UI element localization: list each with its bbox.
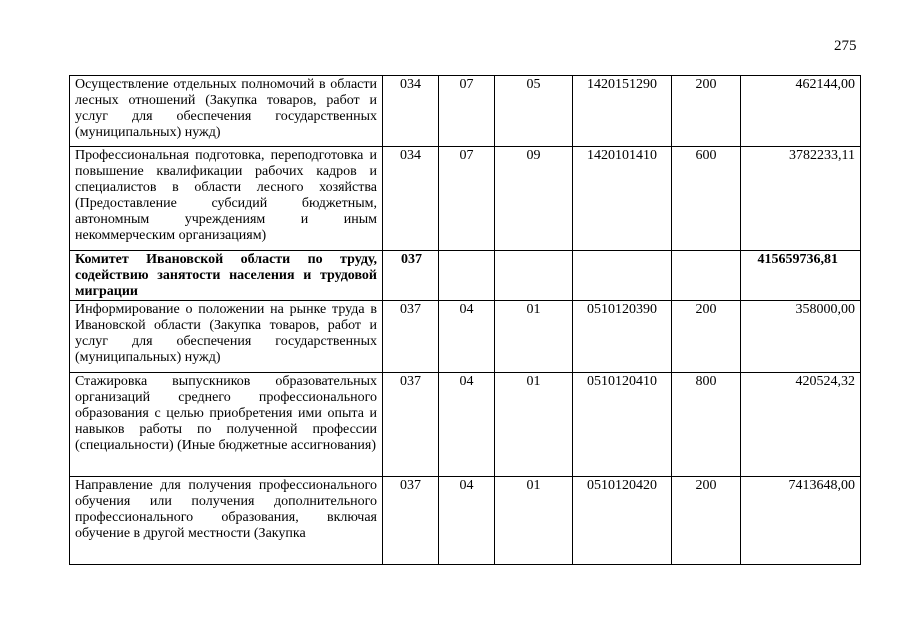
row-name-cell: Профессиональная подготовка, переподготовка и повышение квалификации рабочих кадров и специалистов в области лесного хозяйства (Предоставление субсидий бюджетным, автономным учреждениям и иным некоммерческим организациям) — [70, 147, 383, 251]
subsection-code-cell: 09 — [495, 147, 573, 251]
row-name-cell — [70, 477, 383, 565]
amount-cell: 420524,32 — [741, 373, 861, 477]
budget-table — [69, 75, 861, 565]
table-row — [70, 301, 861, 373]
target-article-cell: 0510120420 — [573, 477, 672, 565]
section-code-cell — [439, 251, 495, 301]
amount-cell: 7413648,00 — [741, 477, 861, 565]
target-article-cell: 0510120410 — [573, 373, 672, 477]
section-code-cell: 04 — [439, 301, 495, 373]
section-code-cell: 04 — [439, 373, 495, 477]
expense-type-cell — [672, 251, 741, 301]
ved-code-cell: 034 — [383, 147, 439, 251]
expense-type-cell: 200 — [672, 477, 741, 565]
section-code-cell: 04 — [439, 477, 495, 565]
expense-type-cell: 200 — [672, 301, 741, 373]
table-row — [70, 76, 861, 147]
ved-code-cell: 037 — [383, 373, 439, 477]
amount-cell: 3782233,11 — [741, 147, 861, 251]
subsection-code-cell: 01 — [495, 301, 573, 373]
ved-code-cell: 037 — [383, 251, 439, 301]
row-name-cell: Информирование о положении на рынке труда в Ивановской области (Закупка товаров, работ и услуг для обеспечения государственных (муниципальных) нужд) — [70, 301, 383, 373]
row-name-cell: Стажировка выпускников образовательных организаций среднего профессионального образования с целью приобретения ими опыта и навыков работы по полученной профессии (специальности) (Иные бюджетные ассигнования) — [70, 373, 383, 477]
row-name-text: Направление для получения профессионального обучения или получения дополнительного профессионального образования, включая обучение в другой местности (Закупка — [75, 478, 377, 541]
section-code-cell: 07 — [439, 147, 495, 251]
page-number: 275 — [834, 38, 857, 54]
table-row — [70, 373, 861, 477]
expense-type-cell: 600 — [672, 147, 741, 251]
target-article-cell: 1420151290 — [573, 76, 672, 147]
department-name-cell: Комитет Ивановской области по труду, содействию занятости населения и трудовой миграции — [70, 251, 383, 301]
ved-code-cell: 034 — [383, 76, 439, 147]
row-name-cell: Осуществление отдельных полномочий в области лесных отношений (Закупка товаров, работ и услуг для обеспечения государственных (муниципальных) нужд) — [70, 76, 383, 147]
subsection-code-cell — [495, 251, 573, 301]
expense-type-cell: 200 — [672, 76, 741, 147]
target-article-cell — [573, 251, 672, 301]
subsection-code-cell: 01 — [495, 477, 573, 565]
department-total-cell: 415659736,81 — [741, 251, 861, 301]
table-row-department — [70, 251, 861, 301]
target-article-cell: 1420101410 — [573, 147, 672, 251]
table-row — [70, 147, 861, 251]
target-article-cell: 0510120390 — [573, 301, 672, 373]
expense-type-cell: 800 — [672, 373, 741, 477]
subsection-code-cell: 05 — [495, 76, 573, 147]
amount-cell: 358000,00 — [741, 301, 861, 373]
table-row — [70, 477, 861, 565]
amount-cell: 462144,00 — [741, 76, 861, 147]
section-code-cell: 07 — [439, 76, 495, 147]
ved-code-cell: 037 — [383, 477, 439, 565]
subsection-code-cell: 01 — [495, 373, 573, 477]
ved-code-cell: 037 — [383, 301, 439, 373]
